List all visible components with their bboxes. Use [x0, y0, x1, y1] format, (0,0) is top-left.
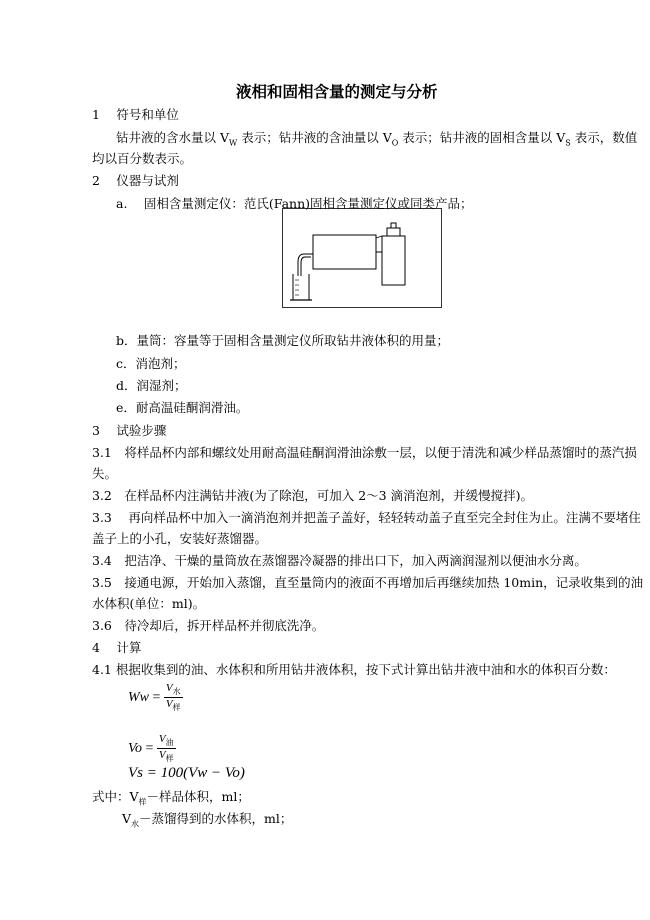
formula-ww [128, 682, 183, 713]
step-3-3-line1: 3.3 再向样品杯中加入一滴消泡剂并把盖子盖好，轻轻转动盖子直至完全封住为止。注满不要堵住 [92, 510, 641, 525]
figure-frame [283, 209, 442, 308]
formula-vs: Vs = 100(Vw − Vo) [128, 765, 245, 781]
top-knob [391, 223, 396, 228]
formula-vo-fraction: $\frac{V_油}{V_样}$ [158, 733, 174, 764]
item-e: e．耐高温硅酮润滑油。 [116, 400, 249, 415]
formula-vo [128, 733, 176, 764]
formula-vo-eq: = [145, 740, 154, 756]
step-4-1: 4.1 根据收集到的油、水体积和所用钻井液体积，按下式计算出钻井液中油和水的体积百分数： [92, 662, 616, 677]
top-cap [387, 228, 400, 236]
formula-ww-lhs: Ww [128, 689, 149, 705]
p1-text-d: 表示，数值 [570, 130, 638, 145]
step-3-2: 3.2 在样品杯内注满钻井液(为了除泡，可加入 2～3 滴消泡剂，并缓慢搅拌)。 [92, 488, 533, 503]
section-1-paragraph-line1 [116, 130, 637, 152]
p1-text-a: 钻井液的含水量以 V [116, 130, 230, 145]
section-2-heading: 2 仪器与试剂 [92, 173, 179, 188]
step-3-5-line2: 水体积(单位：ml)。 [92, 596, 206, 611]
condenser-block [382, 236, 405, 285]
p1-text-b: 表示；钻井液的含油量以 V [237, 130, 392, 145]
p1-text-c: 表示；钻井液的固相含量以 V [398, 130, 566, 145]
formula-vo-lhs: Vo [128, 740, 142, 756]
formula-ww-eq: = [152, 689, 161, 705]
step-3-5-line1: 3.5 接通电源，开始加入蒸馏，直至量筒内的液面不再增加后再继续加热 10min，记录收集到的油 [92, 575, 644, 590]
step-3-1-line2: 失。 [92, 466, 118, 481]
where-line-2: $V_水-$蒸馏得到的水体积，ml； [122, 811, 293, 829]
step-3-3-line2: 盖子上的小孔，安装好蒸馏器。 [92, 531, 268, 546]
section-3-heading: 3 试验步骤 [92, 423, 167, 438]
step-3-4: 3.4 把洁净、干燥的量筒放在蒸馏器冷凝器的排出口下，加入两滴润湿剂以便油水分离。 [92, 553, 587, 568]
formula-ww-fraction: $\frac{V_水}{V_样}$ [165, 682, 181, 713]
page-title: 液相和固相含量的测定与分析 [236, 83, 438, 101]
step-3-6: 3.6 待冷却后，拆开样品杯并彻底洗净。 [92, 618, 325, 633]
discharge-tube-inner [301, 257, 311, 276]
item-b: b．量筒：容量等于固相含量测定仪所取钻井液体积的用量； [116, 333, 450, 348]
upper-arm [376, 236, 382, 238]
p1-sub-w: W [229, 138, 238, 148]
graduated-cylinder [293, 274, 309, 300]
p1-sub-o: O [391, 138, 399, 148]
item-a: a. 固相含量测定仪：范氏(Fann)固相含量测定仪或同类产品； [116, 196, 473, 211]
section-1-heading: 1 符号和单位 [92, 107, 179, 122]
section-1-paragraph-line2: 均以百分数表示。 [92, 151, 193, 166]
item-c: c．消泡剂； [116, 356, 186, 371]
p1-sub-s: S [565, 138, 571, 148]
section-4-heading: 4 计算 [92, 640, 142, 655]
sample-cup-body [313, 235, 376, 269]
apparatus-diagram [282, 208, 442, 308]
item-d: d．润湿剂； [116, 378, 187, 393]
where-line-1: 式中：$V_样-$样品体积，ml； [92, 789, 250, 807]
step-3-1-line1: 3.1 将样品杯内部和螺纹处用耐高温硅酮润滑油涂敷一层，以便于清洗和减少样品蒸馏时的蒸汽损 [92, 445, 637, 460]
